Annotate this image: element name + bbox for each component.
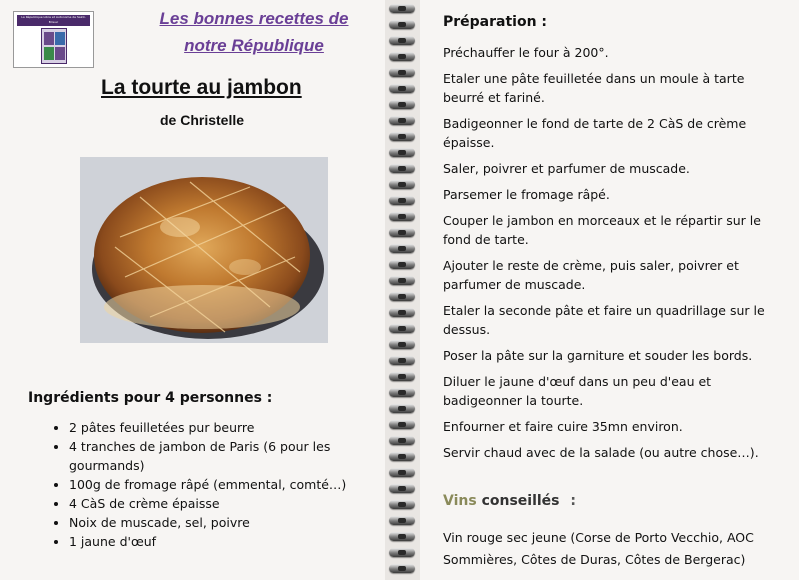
ingredients-list [49, 418, 384, 551]
spiral-ring [389, 500, 415, 509]
ingredient-item: • Noix de muscade, sel, poivre [69, 513, 384, 532]
spiral-ring [389, 516, 415, 525]
spiral-ring [389, 116, 415, 125]
preparation-step: Préchauffer le four à 200°. [443, 45, 609, 60]
spiral-ring [389, 308, 415, 317]
spiral-ring [389, 228, 415, 237]
preparation-title: Préparation : [443, 14, 548, 30]
spiral-ring [389, 100, 415, 109]
preparation-step: Etaler une pâte feuilletée dans un moule à tarte beurré et fariné. [443, 71, 745, 105]
spiral-ring [389, 420, 415, 429]
spiral-ring [389, 372, 415, 381]
preparation-step: Ajouter le reste de crème, puis saler, poivrer et parfumer de muscade. [443, 258, 739, 292]
preparation-step: Badigeonner le fond de tarte de 2 CàS de crème épaisse. [443, 116, 747, 150]
series-title-line2: notre République [184, 36, 324, 55]
ingredient-item: • 100g de fromage râpé (emmental, comté…) [69, 475, 384, 494]
spiral-ring [389, 20, 415, 29]
spiral-ring [389, 404, 415, 413]
spiral-binding [385, 0, 420, 580]
spiral-ring [389, 260, 415, 269]
preparation-step: Saler, poivrer et parfumer de muscade. [443, 161, 690, 176]
republique-logo [13, 11, 94, 68]
spiral-ring [389, 564, 415, 573]
logo-banner: La République Libre et Autonome de Saint-Brieuc [17, 15, 90, 26]
spiral-ring [389, 452, 415, 461]
tourte-photo [80, 157, 328, 343]
spiral-ring [389, 84, 415, 93]
spiral-ring [389, 164, 415, 173]
spiral-ring [389, 388, 415, 397]
spiral-ring [389, 180, 415, 189]
preparation-step: Enfourner et faire cuire 35mn environ. [443, 419, 683, 434]
spiral-ring [389, 132, 415, 141]
tourte-image [80, 157, 328, 343]
preparation-step: Servir chaud avec de la salade (ou autre chose…). [443, 445, 759, 460]
recipe-author: de Christelle [160, 112, 245, 128]
recipe-title: La tourte au jambon [101, 76, 302, 99]
ingredients-title: Ingrédients pour 4 personnes : [28, 390, 273, 406]
ingredient-item: • 2 pâtes feuilletées pur beurre [69, 418, 384, 437]
preparation-step: Couper le jambon en morceaux et le répartir sur le fond de tarte. [443, 213, 761, 247]
spiral-ring [389, 148, 415, 157]
series-title-line1: Les bonnes recettes de [159, 9, 349, 28]
wines-text: Vin rouge sec jeune (Corse de Porto Vecchio, AOC Sommières, Côtes de Duras, Côtes de Bergerac) [443, 530, 754, 567]
wines-title-word2: conseillés [481, 493, 560, 509]
spiral-ring [389, 52, 415, 61]
spiral-ring [389, 4, 415, 13]
spiral-ring [389, 244, 415, 253]
logo-shield [41, 28, 67, 64]
ingredient-item: • 4 tranches de jambon de Paris (6 pour les gourmands) [69, 437, 384, 475]
spiral-ring [389, 212, 415, 221]
spiral-ring [389, 68, 415, 77]
spiral-ring [389, 324, 415, 333]
spiral-ring [389, 276, 415, 285]
spiral-ring [389, 548, 415, 557]
preparation-step: Poser la pâte sur la garniture et souder les bords. [443, 348, 753, 363]
spiral-ring [389, 484, 415, 493]
spiral-ring [389, 196, 415, 205]
preparation-step: Etaler la seconde pâte et faire un quadrillage sur le dessus. [443, 303, 765, 337]
preparation-step: Parsemer le fromage râpé. [443, 187, 610, 202]
preparation-steps [443, 43, 788, 469]
preparation-step: Diluer le jaune d'œuf dans un peu d'eau et badigeonner la tourte. [443, 374, 712, 408]
spiral-ring [389, 340, 415, 349]
spiral-ring [389, 292, 415, 301]
wines-title-colon: : [570, 493, 576, 509]
spiral-ring [389, 436, 415, 445]
ingredient-item: • 4 CàS de crème épaisse [69, 494, 384, 513]
wines-title [443, 493, 576, 509]
ingredient-item: • 1 jaune d'œuf [69, 532, 384, 551]
spiral-ring [389, 36, 415, 45]
spiral-ring [389, 532, 415, 541]
wines-title-word1: Vins [443, 493, 477, 509]
spiral-ring [389, 356, 415, 365]
spiral-ring [389, 468, 415, 477]
